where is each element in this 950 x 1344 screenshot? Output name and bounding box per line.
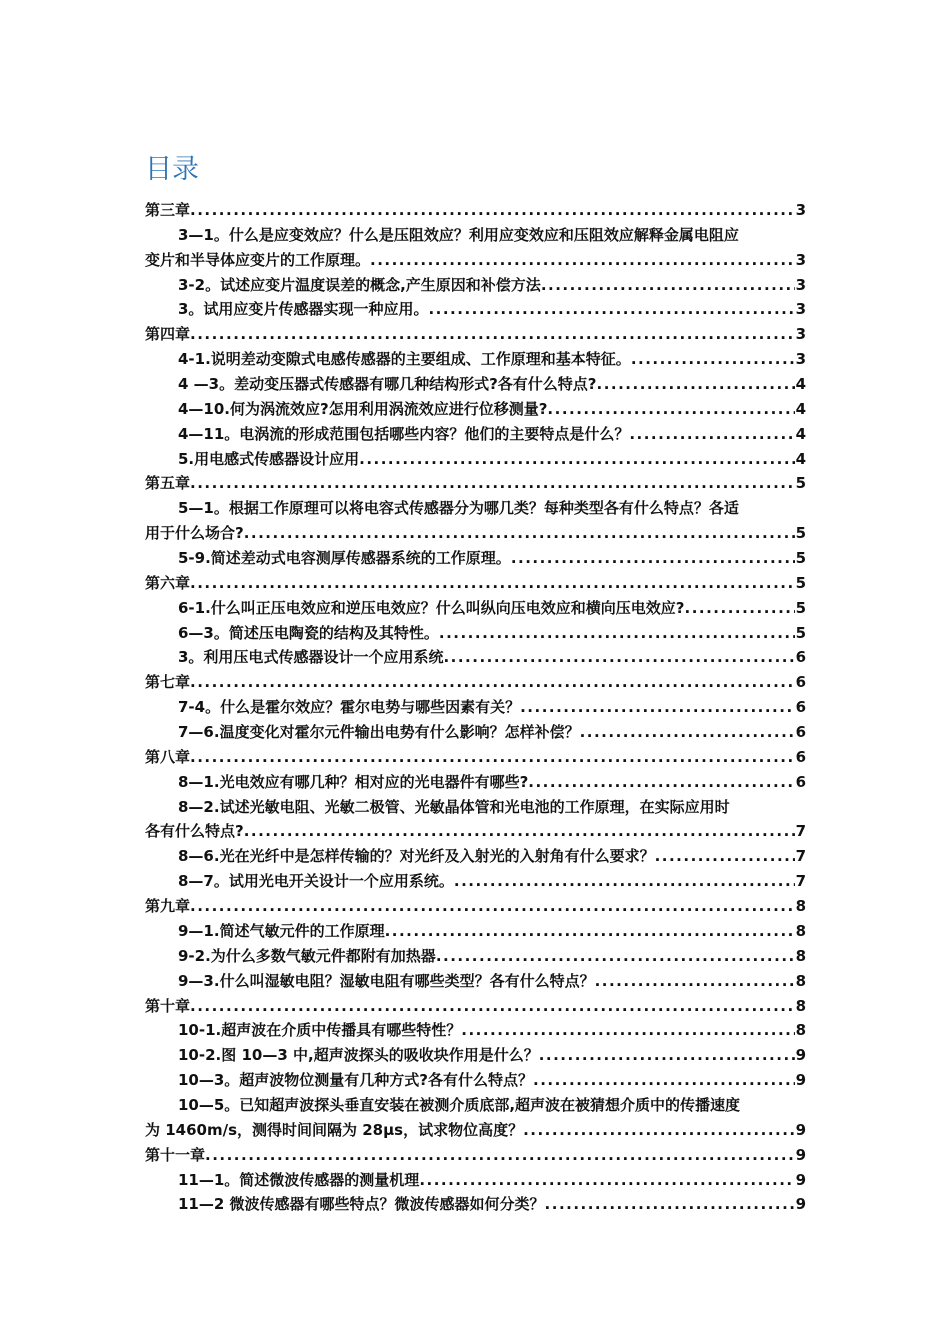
toc-entry-text: 8—6.光在光纤中是怎样传输的？对光纤及入射光的入射角有什么要求？: [178, 847, 655, 866]
toc-entry-text: 第九章: [145, 897, 191, 916]
toc-leader-dots: [595, 969, 795, 994]
toc-leader-dots: [547, 397, 794, 422]
toc-entry-text: 11—2 微波传感器有哪些特点？微波传感器如何分类？: [178, 1195, 545, 1214]
toc-leader-dots: [359, 447, 794, 472]
toc-leader-dots: [629, 422, 794, 447]
toc-page-number: 3: [795, 325, 806, 344]
toc-entry-text: 4 —3。差动变压器式传感器有哪几种结构形式?各有什么特点?: [178, 375, 597, 394]
toc-entry-text: 9—1.简述气敏元件的工作原理: [178, 921, 385, 940]
toc-section-entry[interactable]: [145, 819, 806, 844]
toc-section-entry[interactable]: [145, 397, 806, 422]
toc-chapter-entry[interactable]: [145, 994, 806, 1019]
toc-entry-text: 7-4。什么是霍尔效应？霍尔电势与哪些因素有关？: [178, 698, 521, 717]
toc-page-number: 9: [795, 1120, 806, 1139]
toc-section-entry[interactable]: [145, 770, 806, 795]
toc-page-number: 4: [795, 424, 806, 443]
toc-page-number: 6: [795, 673, 806, 692]
toc-section-entry[interactable]: [145, 944, 806, 969]
toc-section-entry[interactable]: [145, 1018, 806, 1043]
toc-page-number: 8: [795, 897, 806, 916]
toc-section-entry[interactable]: [145, 645, 806, 670]
toc-page-number: 9: [795, 1195, 806, 1214]
toc-leader-dots: [190, 322, 795, 347]
toc-page-number: 9: [795, 1071, 806, 1090]
toc-section-entry[interactable]: [145, 621, 806, 646]
toc-page-number: 9: [795, 1170, 806, 1189]
toc-leader-dots: [190, 994, 795, 1019]
toc-section-entry[interactable]: [145, 521, 806, 546]
toc-leader-dots: [244, 819, 795, 844]
toc-entry-text: 10-2.图 10—3 中,超声波探头的吸收块作用是什么？: [178, 1046, 539, 1065]
toc-entry-text: 4—10.何为涡流效应?怎用利用涡流效应进行位移测量?: [178, 399, 548, 418]
toc-chapter-entry[interactable]: [145, 471, 806, 496]
toc-section-entry[interactable]: [145, 720, 806, 745]
toc-page-number: 8: [795, 921, 806, 940]
toc-leader-dots: [539, 1043, 795, 1068]
toc-leader-dots: [443, 645, 794, 670]
toc-entry-text: 用于什么场合?: [145, 524, 244, 543]
toc-section-entry[interactable]: [145, 596, 806, 621]
toc-section-entry[interactable]: [145, 422, 806, 447]
toc-chapter-entry[interactable]: [145, 571, 806, 596]
toc-chapter-entry[interactable]: [145, 670, 806, 695]
toc-entry-line[interactable]: 8—2.试述光敏电阻、光敏二极管、光敏晶体管和光电池的工作原理，在实际应用时: [178, 797, 730, 816]
toc-leader-dots: [244, 521, 795, 546]
toc-leader-dots: [205, 1143, 795, 1168]
toc-page-number: 3: [795, 275, 806, 294]
toc-leader-dots: [419, 1168, 794, 1193]
toc-page-number: 7: [795, 822, 806, 841]
toc-entry-text: 8—1.光电效应有哪几种？相对应的光电器件有哪些?: [178, 772, 529, 791]
toc-page-number: 4: [795, 399, 806, 418]
toc-leader-dots: [685, 596, 795, 621]
toc-entry-text: 10-1.超声波在介质中传播具有哪些特性？: [178, 1021, 462, 1040]
toc-title: 目录: [145, 154, 199, 185]
toc-entry-text: 3-2。试述应变片温度误差的概念,产生原因和补偿方法: [178, 275, 541, 294]
toc-page-number: 9: [795, 1145, 806, 1164]
toc-leader-dots: [190, 670, 795, 695]
toc-leader-dots: [190, 571, 795, 596]
toc-entry-text: 9-2.为什么多数气敏元件都附有加热器: [178, 946, 436, 965]
toc-section-entry[interactable]: [145, 869, 806, 894]
toc-leader-dots: [190, 894, 795, 919]
toc-page-number: 8: [795, 946, 806, 965]
toc-section-entry[interactable]: [145, 919, 806, 944]
toc-entry-text: 第十一章: [145, 1145, 206, 1164]
toc-leader-dots: [631, 347, 795, 372]
toc-section-entry[interactable]: [145, 844, 806, 869]
toc-chapter-entry[interactable]: [145, 1143, 806, 1168]
toc-page-number: 6: [795, 772, 806, 791]
toc-section-entry[interactable]: [145, 1192, 806, 1217]
toc-leader-dots: [190, 745, 795, 770]
toc-entry-text: 第三章: [145, 201, 191, 219]
toc-leader-dots: [454, 869, 795, 894]
toc-leader-dots: [523, 1118, 794, 1143]
toc-page-number: 8: [795, 996, 806, 1015]
toc-entry-text: 10—3。超声波物位测量有几种方式?各有什么特点？: [178, 1071, 534, 1090]
toc-section-entry[interactable]: [145, 273, 806, 298]
toc-page-number: 5: [795, 623, 806, 642]
toc-entry-text: 变片和半导体应变片的工作原理。: [145, 250, 371, 269]
toc-section-entry[interactable]: [145, 1168, 806, 1193]
toc-entry-text: 为 1460m/s，测得时间间隔为 28μs，试求物位高度？: [145, 1120, 524, 1139]
toc-page-number: 3: [795, 300, 806, 319]
toc-leader-dots: [190, 198, 795, 223]
toc-page-number: 8: [795, 971, 806, 990]
toc-entry-text: 第六章: [145, 573, 191, 592]
toc-entry-text: 第四章: [145, 325, 191, 344]
toc-entry-text: 8—7。试用光电开关设计一个应用系统。: [178, 872, 454, 891]
toc-chapter-entry[interactable]: [145, 322, 806, 347]
toc-leader-dots: [385, 919, 795, 944]
toc-page-number: 6: [795, 747, 806, 766]
toc-entry-text: 9—3.什么叫湿敏电阻？湿敏电阻有哪些类型？各有什么特点？: [178, 971, 595, 990]
toc-entry-text: 3。试用应变片传感器实现一种应用。: [178, 300, 429, 319]
toc-page-number: 8: [795, 1021, 806, 1040]
toc-leader-dots: [428, 297, 794, 322]
toc-page-number: 7: [795, 872, 806, 891]
toc-page-number: 6: [795, 648, 806, 667]
toc-page-number: 5: [795, 573, 806, 592]
toc-page-number: 3: [795, 201, 806, 219]
toc-entry-line[interactable]: 10—5。已知超声波探头垂直安装在被测介质底部,超声波在被猜想介质中的传播速度: [178, 1095, 741, 1114]
toc-entry-text: 4—11。电涡流的形成范围包括哪些内容？他们的主要特点是什么？: [178, 424, 630, 443]
toc-page-number: 5: [795, 549, 806, 568]
toc-page-number: 4: [795, 449, 806, 468]
toc-section-entry[interactable]: [145, 1118, 806, 1143]
toc-leader-dots: [511, 546, 795, 571]
toc-page-number: 4: [795, 375, 806, 394]
toc-chapter-entry[interactable]: [145, 198, 806, 223]
toc-page-number: 5: [795, 474, 806, 493]
toc-page-number: 3: [795, 350, 806, 369]
toc-section-entry[interactable]: [145, 372, 806, 397]
toc-leader-dots: [580, 720, 795, 745]
toc-page-number: 6: [795, 723, 806, 742]
table-of-contents: [145, 198, 806, 1217]
toc-entry-text: 第八章: [145, 747, 191, 766]
toc-entry-text: 第七章: [145, 673, 191, 692]
toc-chapter-entry[interactable]: [145, 894, 806, 919]
toc-entry-text: 11—1。简述微波传感器的测量机理: [178, 1170, 420, 1189]
toc-entry-line[interactable]: 3—1。什么是应变效应？什么是压阻效应？利用应变效应和压阻效应解释金属电阻应: [178, 225, 739, 244]
toc-leader-dots: [520, 695, 794, 720]
toc-leader-dots: [370, 248, 795, 273]
toc-leader-dots: [541, 273, 795, 298]
toc-page-number: 3: [795, 250, 806, 269]
toc-leader-dots: [528, 770, 794, 795]
toc-entry-text: 5-9.简述差动式电容测厚传感器系统的工作原理。: [178, 549, 511, 568]
toc-section-entry[interactable]: [145, 297, 806, 322]
toc-entry-text: 各有什么特点?: [145, 822, 244, 841]
toc-section-entry[interactable]: [145, 1043, 806, 1068]
toc-page-number: 5: [795, 598, 806, 617]
toc-page-number: 6: [795, 698, 806, 717]
toc-section-entry[interactable]: [145, 248, 806, 273]
toc-entry-line[interactable]: 5—1。根据工作原理可以将电容式传感器分为哪几类？每种类型各有什么特点？各适: [178, 499, 739, 518]
toc-page-number: 7: [795, 847, 806, 866]
toc-entry-text: 6—3。简述压电陶瓷的结构及其特性。: [178, 623, 439, 642]
toc-leader-dots: [655, 844, 795, 869]
toc-entry-text: 4-1.说明差动变隙式电感传感器的主要组成、工作原理和基本特征。: [178, 350, 631, 369]
toc-leader-dots: [597, 372, 795, 397]
toc-page-number: 5: [795, 524, 806, 543]
toc-section-entry[interactable]: [145, 546, 806, 571]
toc-section-entry[interactable]: [145, 695, 806, 720]
toc-entry-text: 6-1.什么叫正压电效应和逆压电效应？什么叫纵向压电效应和横向压电效应?: [178, 598, 685, 617]
toc-entry-text: 5.用电感式传感器设计应用: [178, 449, 360, 468]
toc-leader-dots: [545, 1192, 795, 1217]
toc-section-entry[interactable]: [145, 447, 806, 472]
toc-entry-text: 第十章: [145, 996, 191, 1015]
toc-section-entry[interactable]: [145, 1068, 806, 1093]
toc-entry-text: 3。利用压电式传感器设计一个应用系统: [178, 648, 444, 667]
toc-leader-dots: [533, 1068, 795, 1093]
toc-leader-dots: [190, 471, 795, 496]
toc-leader-dots: [436, 944, 795, 969]
toc-entry-text: 7—6.温度变化对霍尔元件输出电势有什么影响？怎样补偿？: [178, 723, 580, 742]
toc-entry-text: 第五章: [145, 474, 191, 493]
toc-leader-dots: [439, 621, 795, 646]
toc-chapter-entry[interactable]: [145, 745, 806, 770]
toc-section-entry[interactable]: [145, 969, 806, 994]
toc-section-entry[interactable]: [145, 347, 806, 372]
toc-leader-dots: [461, 1018, 794, 1043]
toc-page-number: 9: [795, 1046, 806, 1065]
